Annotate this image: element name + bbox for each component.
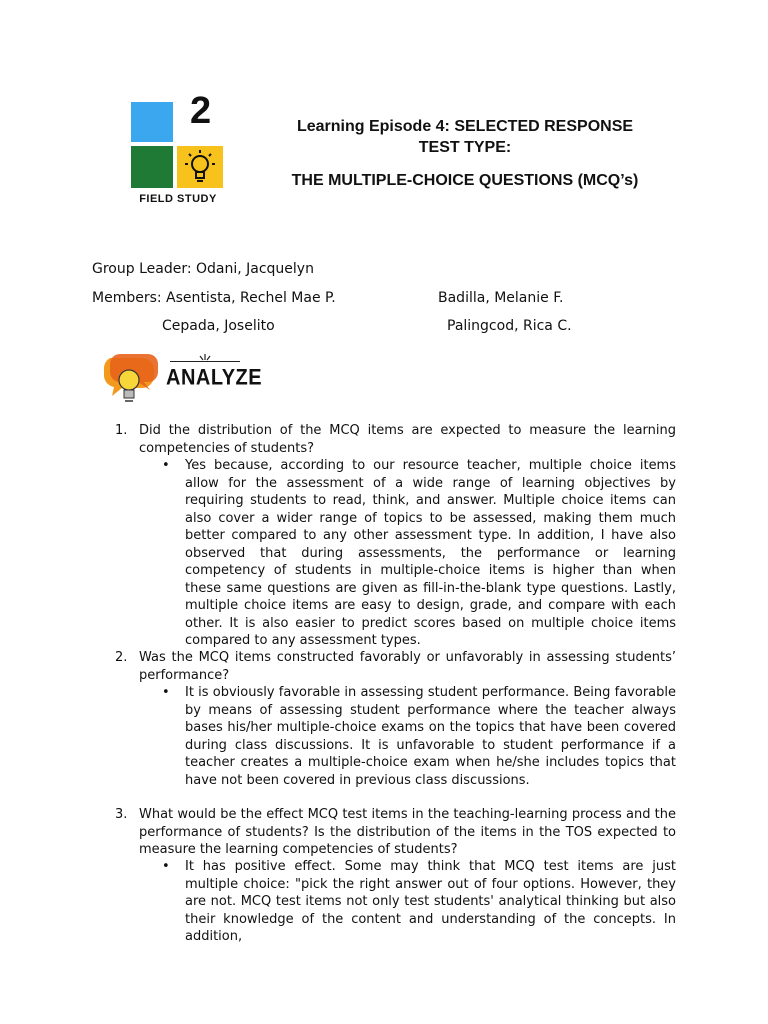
bullet: • [162, 859, 170, 874]
answer-1 [162, 457, 676, 650]
title-line-3: THE MULTIPLE-CHOICE QUESTIONS (MCQ’s) [291, 172, 639, 189]
logo-caption: FIELD STUDY [139, 193, 217, 205]
answer-text: It has positive effect. Some may think that MCQ test items are just multiple choice: "pick the right answer out of four options. However, they are not. MCQ test items not only test students' analytical thinking but also their knowledge of the content and understanding of the concepts. In addition, [185, 859, 676, 944]
members-line-3: Cepada, Joselito [162, 318, 275, 334]
question-number: 1. [115, 423, 128, 438]
field-study-logo [128, 90, 224, 214]
bullet: • [162, 685, 170, 700]
question-2 [115, 649, 676, 684]
question-3 [115, 806, 676, 859]
title-line-1: Learning Episode 4: SELECTED RESPONSE [296, 118, 634, 135]
title-line-2: TEST TYPE: [418, 139, 512, 156]
speech-bubbles-bulb-icon [96, 352, 162, 412]
members-line-2: Badilla, Melanie F. [438, 290, 564, 306]
analyze-label: ANALYZE [166, 365, 263, 391]
analyze-heading [96, 350, 263, 412]
group-leader: Group Leader: Odani, Jacquelyn [92, 261, 314, 277]
spark-icon [198, 354, 212, 362]
question-text: What would be the effect MCQ test items in the teaching-learning process and the performance of students? Is the distribution of the items in the TOS expected to measure the learning competencies of students? [139, 807, 676, 857]
answer-text: It is obviously favorable in assessing student performance. Being favorable by means of assessing student performance where the teacher always bases his/her multiple-choice exams on the topics that have been covered during class discussions. It is unfavorable to student performance if a teacher creates a multiple-choice exam when he/she includes topics that have not been covered in previous class discussions. [185, 685, 676, 788]
lightbulb-icon [184, 149, 216, 185]
answer-3 [162, 858, 676, 946]
question-number: 2. [115, 650, 128, 665]
members-line-1: Members: Asentista, Rechel Mae P. [92, 290, 336, 306]
question-1 [115, 422, 676, 457]
question-text: Was the MCQ items constructed favorably or unfavorably in assessing students’ performance? [139, 650, 676, 683]
question-number: 3. [115, 807, 128, 822]
logo-blue-square [131, 102, 173, 142]
members-line-4: Palingcod, Rica C. [447, 318, 572, 334]
answer-2 [162, 684, 676, 789]
bullet: • [162, 458, 170, 473]
logo-green-square [131, 146, 173, 188]
logo-number: 2 [190, 90, 212, 132]
question-text: Did the distribution of the MCQ items are expected to measure the learning competencies of students? [139, 423, 676, 456]
answer-text: Yes because, according to our resource teacher, multiple choice items allow for the assessment of a wide range of learning objectives by requiring students to read, think, and answer. Multiple choice items can also cover a wider range of topics to be assessed, making them much better compared to any other assessment type. In addition, I have also observed that during assessments, the performance or learning competency of students in multiple-choice items is higher than when these same questions are given as fill-in-the-blank type questions. Lastly, multiple choice items are easy to design, grade, and compare with each other. It is also easier to predict scores based on multiple choice items compared to any assessment types. [185, 458, 676, 648]
